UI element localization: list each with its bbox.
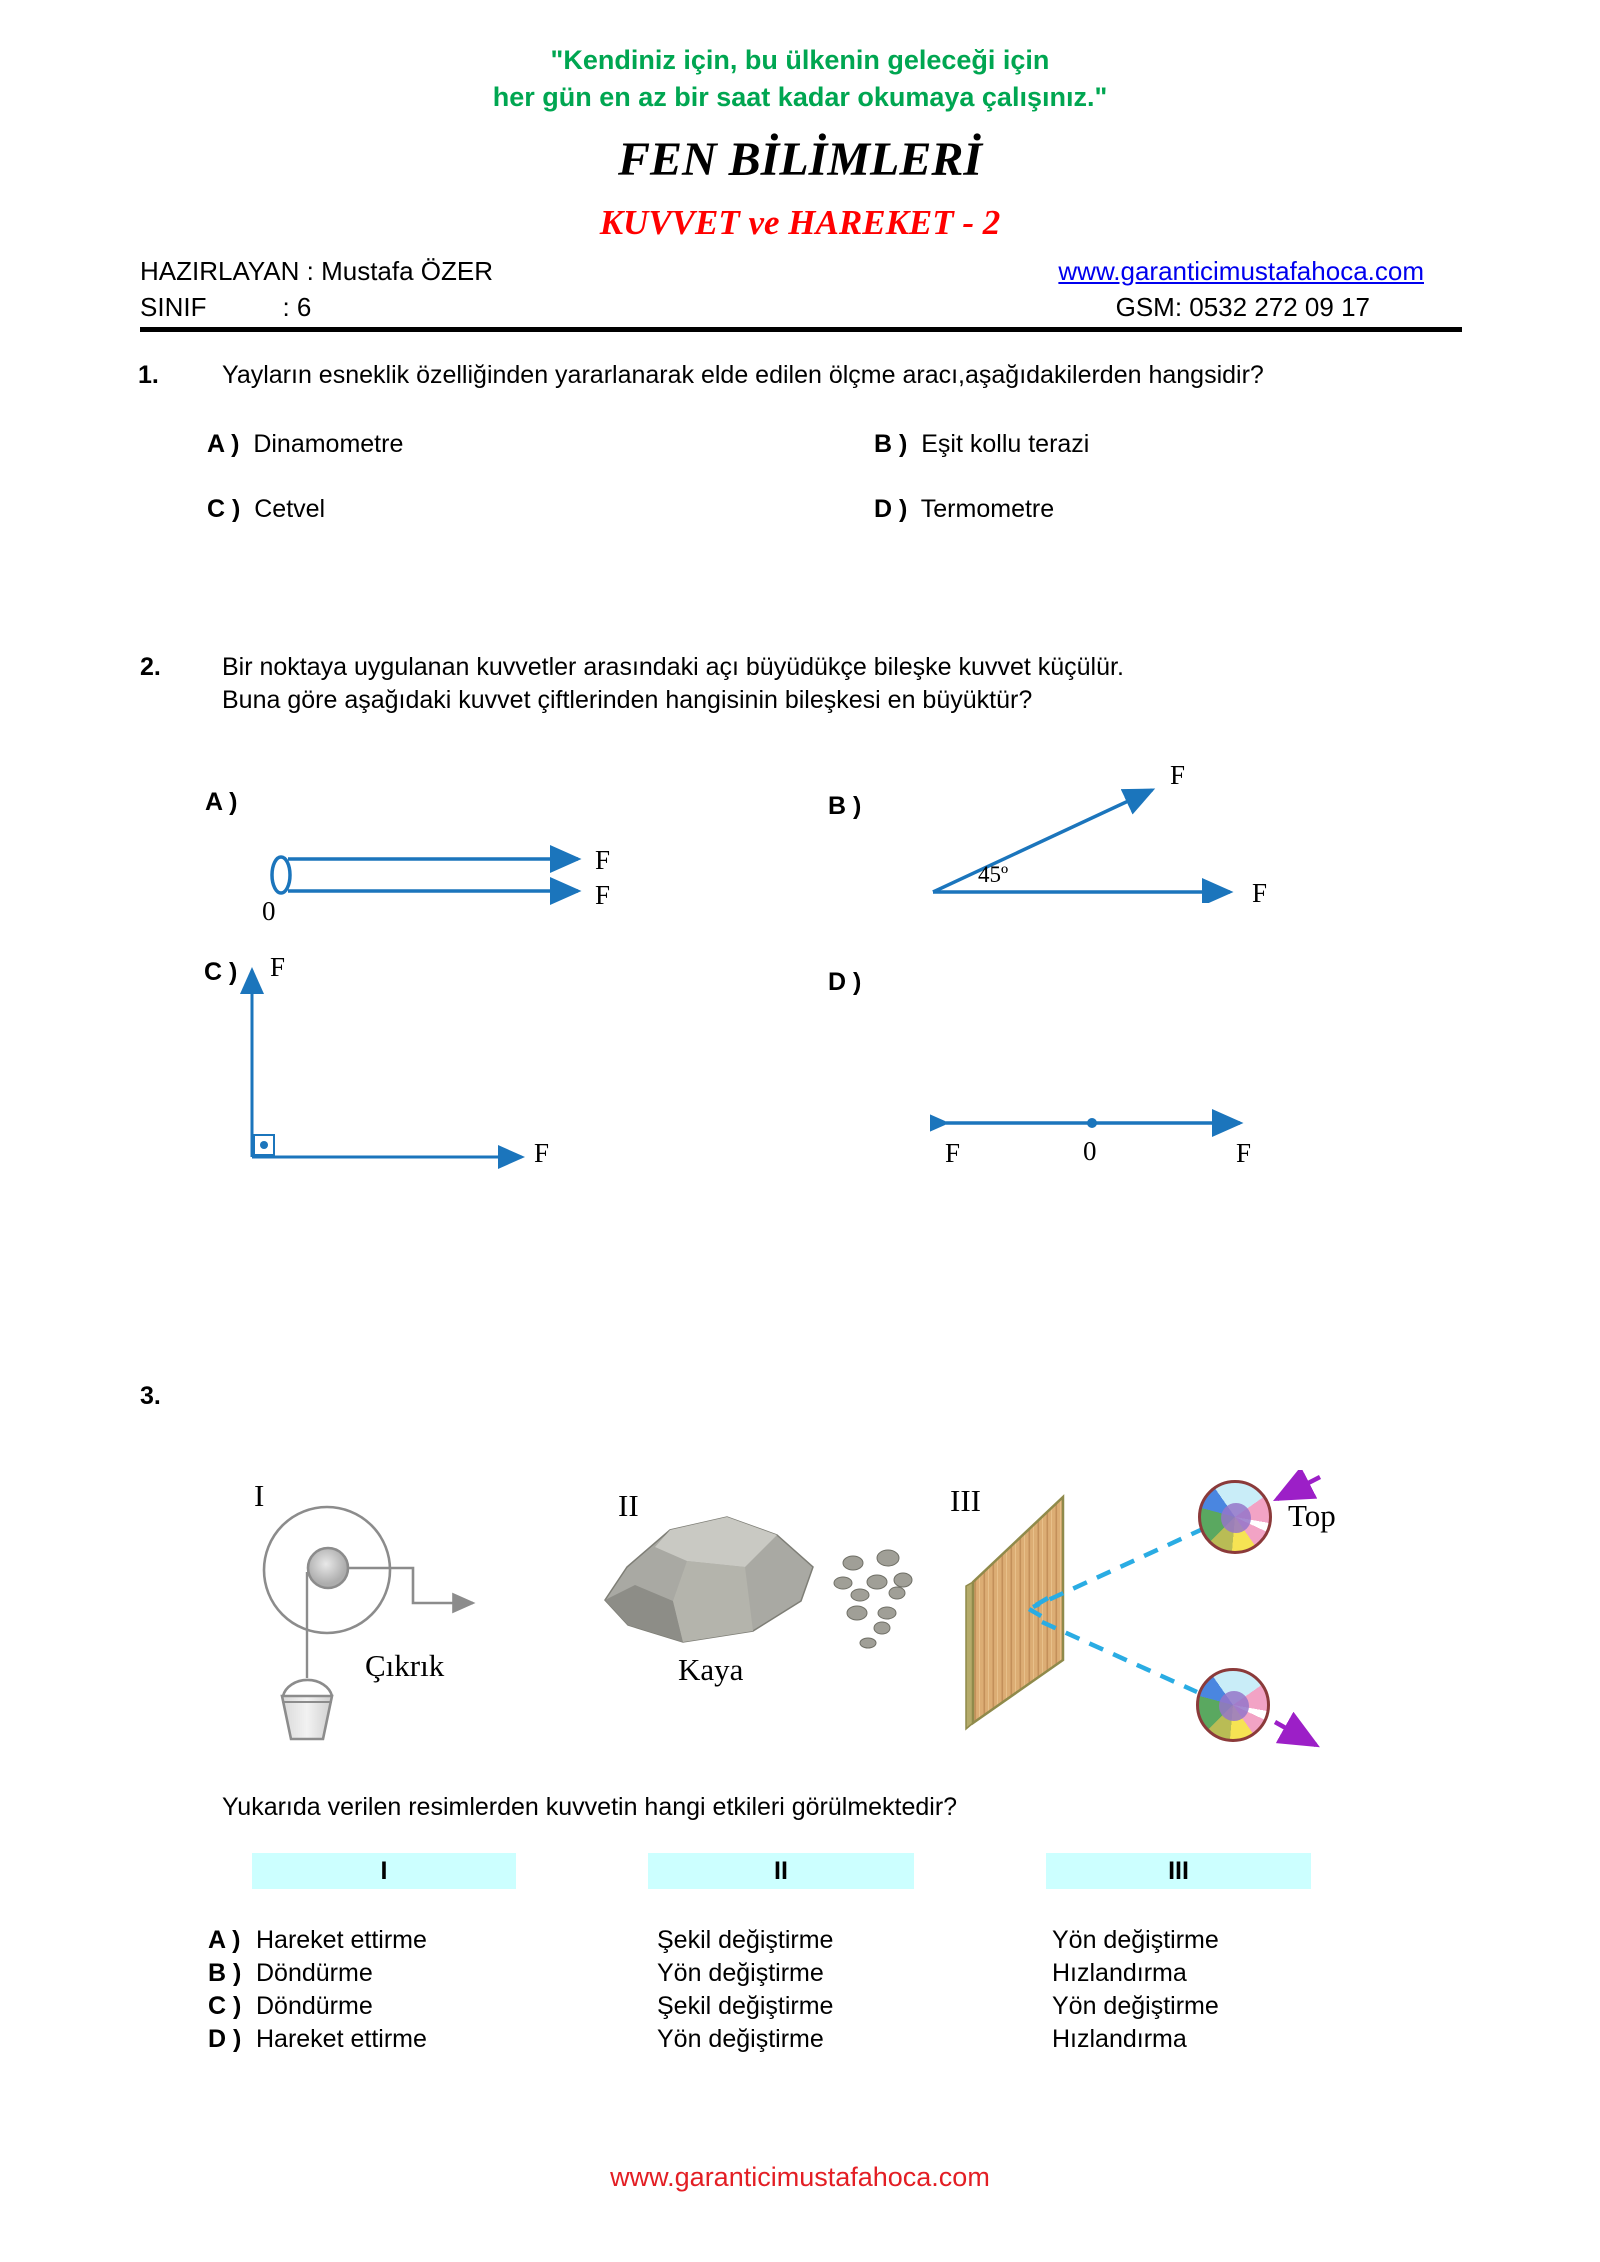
beach-ball-after	[1196, 1668, 1270, 1742]
q3-d-col1: Hareket ettirme	[256, 2025, 427, 2053]
cylinder-end-shape	[272, 857, 290, 893]
force-arrow-diagonal	[933, 790, 1152, 892]
crank-handle-arrow	[348, 1568, 473, 1603]
q3-b-letter: B )	[208, 1959, 242, 1987]
q2-label-a: A )	[205, 788, 238, 816]
q2a-force-label-2: F	[595, 880, 611, 910]
axle-hub	[308, 1548, 348, 1588]
pebbles-cluster	[834, 1550, 912, 1648]
q1-option-b-letter: B )	[874, 430, 908, 458]
q3-a-col2: Şekil değiştirme	[657, 1926, 834, 1954]
q2-number: 2.	[140, 653, 161, 681]
trajectory-dashed-outgoing	[1042, 1622, 1197, 1692]
q2d-force-label-left: F	[945, 1138, 961, 1168]
q1-option-d-letter: D )	[874, 495, 908, 523]
q2-label-b: B )	[828, 792, 862, 820]
q3-column-header-3: III	[1046, 1853, 1311, 1889]
class-label: SINIF	[140, 292, 207, 322]
rock-facet	[673, 1561, 753, 1642]
q2-diagram-a-parallel-forces	[260, 830, 620, 930]
incoming-force-arrow	[1277, 1477, 1320, 1499]
q1-option-a-text: Dinamometre	[253, 430, 404, 458]
q1-option-a-letter: A )	[207, 430, 240, 458]
q3-a-col3: Yön değiştirme	[1052, 1926, 1219, 1954]
q2-label-d: D )	[828, 968, 862, 996]
q2a-origin-label: 0	[262, 896, 276, 926]
page-title: FEN BİLİMLERİ	[617, 133, 983, 186]
class-line	[140, 292, 311, 323]
q2-diagram-c-perpendicular-forces	[240, 952, 550, 1172]
q3-c-col1: Döndürme	[256, 1992, 373, 2020]
q3-column-header-2: II	[648, 1853, 914, 1889]
q3-caption-2: Kaya	[678, 1652, 744, 1687]
page-subtitle: KUVVET ve HAREKET - 2	[599, 203, 1001, 242]
q1-option-c-letter: C )	[207, 495, 241, 523]
prepared-by: HAZIRLAYAN : Mustafa ÖZER	[140, 256, 494, 286]
q2b-force-label-diag: F	[1170, 760, 1186, 790]
q1-option-b	[874, 430, 1089, 459]
q2a-force-label-1: F	[595, 845, 611, 875]
q3-number: 3.	[140, 1382, 161, 1410]
q3-roman-1: I	[254, 1478, 265, 1513]
q2d-origin-label: 0	[1083, 1136, 1097, 1166]
q3-c-letter: C )	[208, 1992, 242, 2020]
q3-ball-label: Top	[1288, 1498, 1336, 1533]
q2d-force-label-right: F	[1236, 1138, 1252, 1168]
class-value: : 6	[282, 292, 312, 322]
q3-a-letter: A )	[208, 1926, 241, 1954]
q3-c-col2: Şekil değiştirme	[657, 1992, 834, 2020]
q2b-force-label-horiz: F	[1252, 878, 1268, 908]
q1-option-b-text: Eşit kollu terazi	[921, 430, 1090, 458]
windlass-illustration	[230, 1480, 520, 1760]
rock-illustration	[595, 1505, 925, 1660]
q1-text: Yayların esneklik özelliğinden yararlanarak elde edilen ölçme aracı,aşağıdakilerden hangsidir?	[222, 361, 1264, 389]
q3-caption-1: Çıkrık	[365, 1648, 445, 1683]
q2-label-c: C )	[204, 958, 238, 986]
website-link[interactable]: www.garanticimustafahoca.com	[1058, 256, 1424, 286]
footer-website-link[interactable]: www.garanticimustafahoca.com	[610, 2162, 990, 2192]
origin-dot	[1087, 1118, 1097, 1128]
q3-b-col1: Döndürme	[256, 1959, 373, 1987]
right-angle-dot	[260, 1141, 268, 1149]
q2c-force-label-up: F	[270, 952, 286, 982]
q2c-force-label-right: F	[534, 1138, 550, 1168]
q1-option-d	[874, 495, 1054, 524]
quote-line-2: her gün en az bir saat kadar okumaya çalışınız."	[492, 82, 1108, 112]
beach-ball-before	[1198, 1480, 1272, 1554]
q2b-angle-label: 45º	[978, 862, 1009, 887]
q1-option-c	[207, 495, 325, 524]
motivational-quote	[0, 42, 1600, 116]
q1-option-d-text: Termometre	[920, 495, 1055, 523]
q3-roman-2: II	[618, 1488, 639, 1523]
q2-diagram-b-45deg-forces	[920, 758, 1260, 903]
q1-option-a	[207, 430, 403, 459]
q3-d-letter: D )	[208, 2025, 242, 2053]
q3-d-col2: Yön değiştirme	[657, 2025, 824, 2053]
quote-line-1: "Kendiniz için, bu ülkenin geleceği için	[550, 45, 1050, 75]
q2-text-line1: Bir noktaya uygulanan kuvvetler arasındaki açı büyüdükçe bileşke kuvvet küçülür.	[222, 653, 1124, 681]
q3-d-col3: Hızlandırma	[1052, 2025, 1187, 2053]
q3-b-col2: Yön değiştirme	[657, 1959, 824, 1987]
q2-text-line2: Buna göre aşağıdaki kuvvet çiftlerinden hangisinin bileşkesi en büyüktür?	[222, 686, 1033, 714]
q1-number: 1.	[138, 361, 159, 389]
outgoing-force-arrow	[1275, 1722, 1316, 1745]
q3-c-col3: Yön değiştirme	[1052, 1992, 1219, 2020]
q3-column-header-1: I	[252, 1853, 516, 1889]
q1-option-c-text: Cetvel	[254, 495, 326, 523]
header-divider	[140, 327, 1462, 332]
bucket-handle	[283, 1680, 332, 1696]
q3-a-col1: Hareket ettirme	[256, 1926, 427, 1954]
q3-question-text: Yukarıda verilen resimlerden kuvvetin hangi etkileri görülmektedir?	[222, 1793, 958, 1821]
q3-roman-3: III	[950, 1483, 981, 1518]
wooden-board	[973, 1497, 1063, 1723]
gsm-number: GSM: 0532 272 09 17	[1115, 292, 1370, 322]
q3-b-col3: Hızlandırma	[1052, 1959, 1187, 1987]
